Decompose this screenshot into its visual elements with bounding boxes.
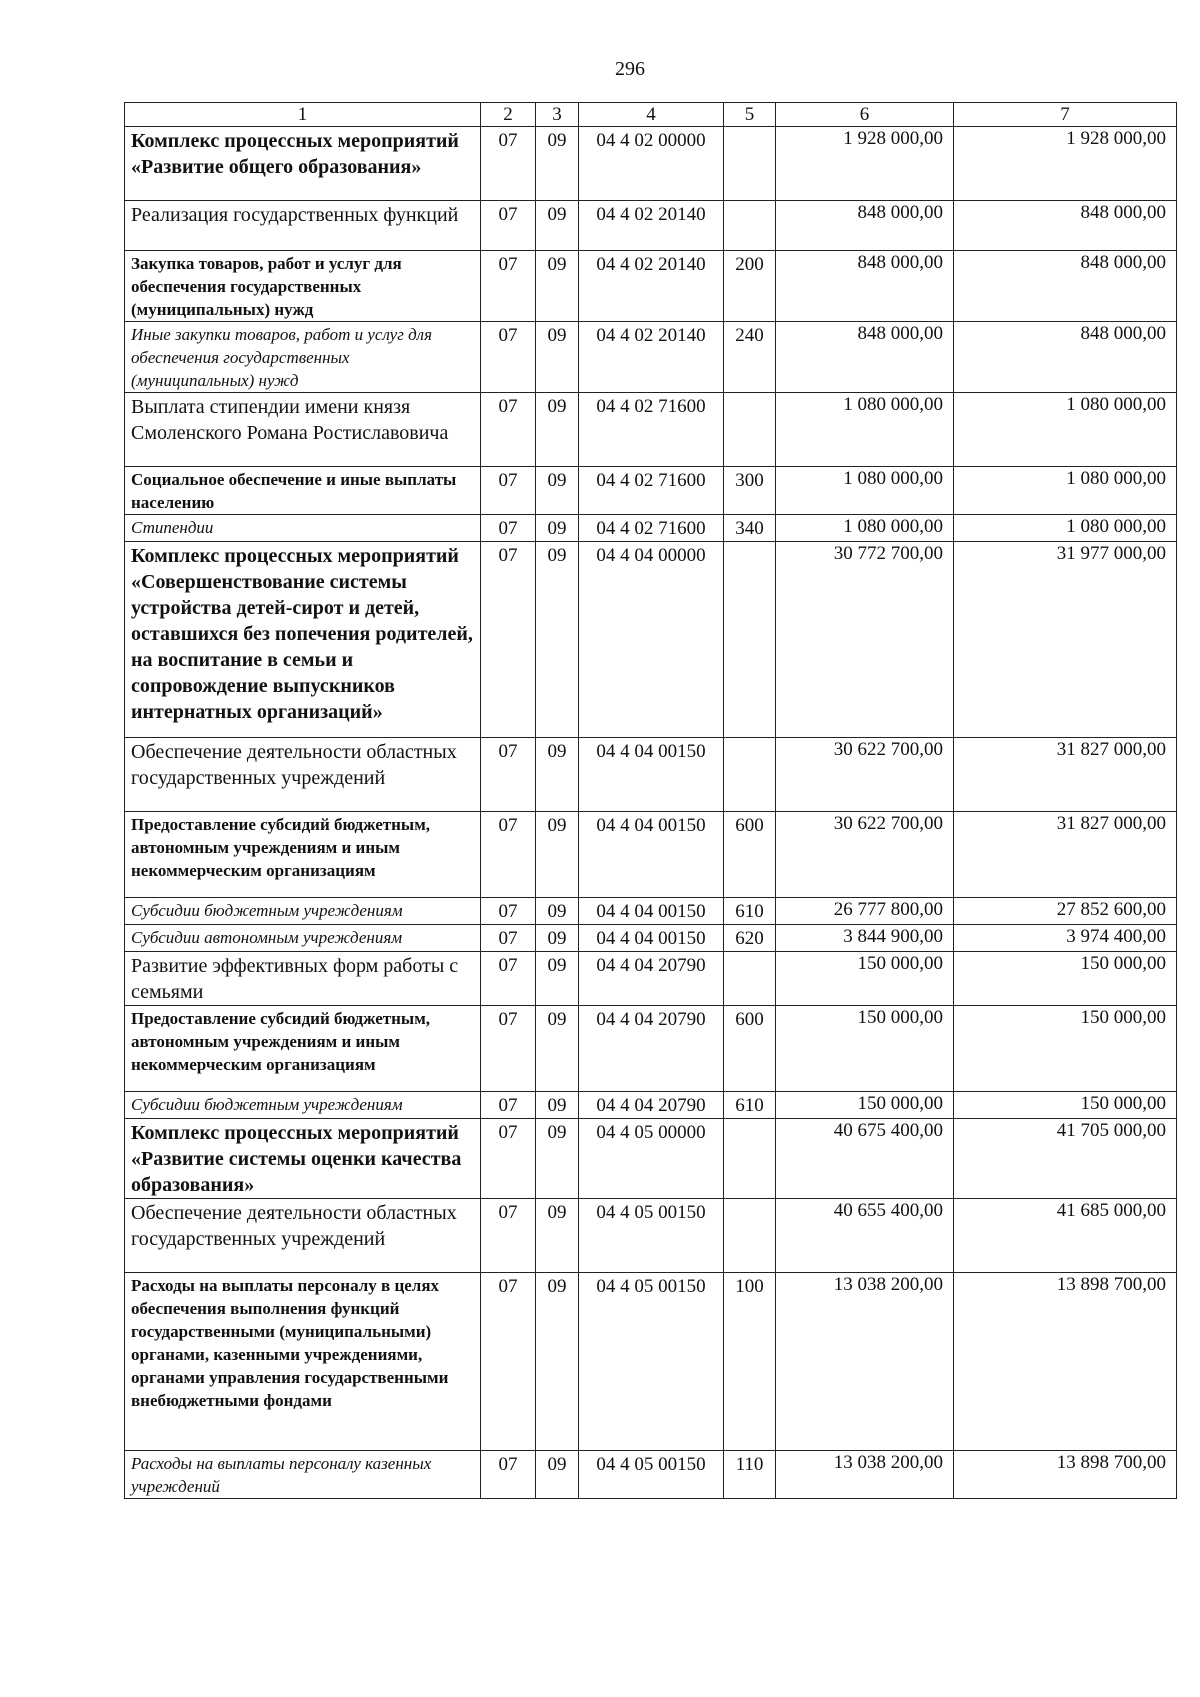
row-name: Комплекс процессных мероприятий «Развитие общего образования» (125, 127, 481, 201)
section-code: 07 (481, 467, 536, 515)
expense-type-code (724, 1199, 776, 1273)
subsection-code: 09 (536, 952, 579, 1006)
subsection-code: 09 (536, 898, 579, 925)
section-code: 07 (481, 393, 536, 467)
amount-year-2: 31 827 000,00 (954, 812, 1177, 898)
amount-year-1: 40 655 400,00 (776, 1199, 954, 1273)
expense-type-code: 620 (724, 925, 776, 952)
expense-type-code (724, 393, 776, 467)
amount-year-2: 41 705 000,00 (954, 1119, 1177, 1199)
amount-year-2: 848 000,00 (954, 251, 1177, 322)
expense-type-code: 600 (724, 812, 776, 898)
amount-year-1: 1 080 000,00 (776, 467, 954, 515)
row-name: Закупка товаров, работ и услуг для обеспечения государственных (муниципальных) нужд (125, 251, 481, 322)
row-name: Социальное обеспечение и иные выплаты населению (125, 467, 481, 515)
target-item-code: 04 4 04 20790 (579, 1006, 724, 1092)
amount-year-1: 13 038 200,00 (776, 1273, 954, 1451)
amount-year-2: 150 000,00 (954, 1092, 1177, 1119)
target-item-code: 04 4 04 20790 (579, 1092, 724, 1119)
expense-type-code: 610 (724, 898, 776, 925)
table-row (125, 467, 1177, 515)
row-name: Субсидии бюджетным учреждениям (125, 1092, 481, 1119)
amount-year-2: 848 000,00 (954, 322, 1177, 393)
target-item-code: 04 4 05 00000 (579, 1119, 724, 1199)
target-item-code: 04 4 04 00150 (579, 925, 724, 952)
expense-type-code: 240 (724, 322, 776, 393)
row-name: Комплекс процессных мероприятий «Совершенствование системы устройства детей-сирот и детей, оставшихся без попечения родителей, на воспитание в семьи и сопровождение выпускников интернатных организаций» (125, 542, 481, 738)
section-code: 07 (481, 1273, 536, 1451)
target-item-code: 04 4 04 00150 (579, 738, 724, 812)
expense-type-code (724, 952, 776, 1006)
table-row (125, 1451, 1177, 1499)
expense-type-code (724, 542, 776, 738)
amount-year-1: 1 080 000,00 (776, 393, 954, 467)
amount-year-2: 3 974 400,00 (954, 925, 1177, 952)
section-code: 07 (481, 1199, 536, 1273)
amount-year-1: 150 000,00 (776, 1092, 954, 1119)
expense-type-code (724, 738, 776, 812)
section-code: 07 (481, 322, 536, 393)
amount-year-2: 13 898 700,00 (954, 1273, 1177, 1451)
target-item-code: 04 4 02 71600 (579, 467, 724, 515)
amount-year-2: 1 928 000,00 (954, 127, 1177, 201)
expense-type-code: 610 (724, 1092, 776, 1119)
column-header-3: 3 (536, 103, 579, 127)
table-row (125, 515, 1177, 542)
table-row (125, 1273, 1177, 1451)
amount-year-1: 13 038 200,00 (776, 1451, 954, 1499)
table-row (125, 322, 1177, 393)
section-code: 07 (481, 1092, 536, 1119)
budget-table (124, 102, 1177, 1499)
amount-year-1: 848 000,00 (776, 322, 954, 393)
target-item-code: 04 4 02 20140 (579, 322, 724, 393)
amount-year-2: 150 000,00 (954, 1006, 1177, 1092)
amount-year-1: 848 000,00 (776, 201, 954, 251)
amount-year-1: 3 844 900,00 (776, 925, 954, 952)
section-code: 07 (481, 1006, 536, 1092)
table-row (125, 251, 1177, 322)
target-item-code: 04 4 02 71600 (579, 515, 724, 542)
target-item-code: 04 4 05 00150 (579, 1199, 724, 1273)
table-row (125, 898, 1177, 925)
target-item-code: 04 4 05 00150 (579, 1451, 724, 1499)
row-name: Выплата стипендии имени князя Смоленского Романа Ростиславовича (125, 393, 481, 467)
table-row (125, 542, 1177, 738)
table-row (125, 1199, 1177, 1273)
amount-year-1: 150 000,00 (776, 952, 954, 1006)
expense-type-code (724, 201, 776, 251)
subsection-code: 09 (536, 393, 579, 467)
section-code: 07 (481, 251, 536, 322)
row-name: Расходы на выплаты персоналу казенных учреждений (125, 1451, 481, 1499)
target-item-code: 04 4 02 20140 (579, 251, 724, 322)
subsection-code: 09 (536, 1199, 579, 1273)
row-name: Обеспечение деятельности областных государственных учреждений (125, 738, 481, 812)
column-header-1: 1 (125, 103, 481, 127)
amount-year-1: 150 000,00 (776, 1006, 954, 1092)
subsection-code: 09 (536, 322, 579, 393)
amount-year-1: 848 000,00 (776, 251, 954, 322)
row-name: Иные закупки товаров, работ и услуг для обеспечения государственных (муниципальных) нужд (125, 322, 481, 393)
target-item-code: 04 4 05 00150 (579, 1273, 724, 1451)
amount-year-2: 1 080 000,00 (954, 515, 1177, 542)
amount-year-2: 27 852 600,00 (954, 898, 1177, 925)
subsection-code: 09 (536, 542, 579, 738)
amount-year-2: 848 000,00 (954, 201, 1177, 251)
column-header-2: 2 (481, 103, 536, 127)
section-code: 07 (481, 925, 536, 952)
table-row (125, 1006, 1177, 1092)
table-row (125, 127, 1177, 201)
column-header-4: 4 (579, 103, 724, 127)
row-name: Предоставление субсидий бюджетным, автономным учреждениям и иным некоммерческим организациям (125, 812, 481, 898)
section-code: 07 (481, 127, 536, 201)
expense-type-code: 600 (724, 1006, 776, 1092)
amount-year-1: 30 622 700,00 (776, 738, 954, 812)
section-code: 07 (481, 898, 536, 925)
subsection-code: 09 (536, 1451, 579, 1499)
table-row (125, 738, 1177, 812)
row-name: Обеспечение деятельности областных государственных учреждений (125, 1199, 481, 1273)
section-code: 07 (481, 515, 536, 542)
subsection-code: 09 (536, 1119, 579, 1199)
amount-year-1: 30 622 700,00 (776, 812, 954, 898)
subsection-code: 09 (536, 738, 579, 812)
table-row (125, 1092, 1177, 1119)
amount-year-1: 1 080 000,00 (776, 515, 954, 542)
row-name: Расходы на выплаты персоналу в целях обеспечения выполнения функций государственными (муниципальными) органами, казенными учреждениями, органами управления государственными внебюджетными фондами (125, 1273, 481, 1451)
section-code: 07 (481, 952, 536, 1006)
amount-year-2: 31 977 000,00 (954, 542, 1177, 738)
target-item-code: 04 4 02 00000 (579, 127, 724, 201)
column-header-7: 7 (954, 103, 1177, 127)
table-body (125, 103, 1177, 1499)
expense-type-code: 300 (724, 467, 776, 515)
amount-year-1: 26 777 800,00 (776, 898, 954, 925)
page-number: 296 (615, 58, 645, 80)
expense-type-code (724, 127, 776, 201)
amount-year-1: 30 772 700,00 (776, 542, 954, 738)
amount-year-2: 13 898 700,00 (954, 1451, 1177, 1499)
subsection-code: 09 (536, 251, 579, 322)
subsection-code: 09 (536, 127, 579, 201)
section-code: 07 (481, 1119, 536, 1199)
amount-year-1: 1 928 000,00 (776, 127, 954, 201)
section-code: 07 (481, 542, 536, 738)
column-header-6: 6 (776, 103, 954, 127)
expense-type-code: 200 (724, 251, 776, 322)
table-header-row (125, 103, 1177, 127)
table-row (125, 925, 1177, 952)
subsection-code: 09 (536, 515, 579, 542)
amount-year-2: 1 080 000,00 (954, 393, 1177, 467)
table-row (125, 812, 1177, 898)
amount-year-2: 1 080 000,00 (954, 467, 1177, 515)
subsection-code: 09 (536, 1006, 579, 1092)
amount-year-2: 31 827 000,00 (954, 738, 1177, 812)
row-name: Стипендии (125, 515, 481, 542)
amount-year-2: 150 000,00 (954, 952, 1177, 1006)
column-header-5: 5 (724, 103, 776, 127)
row-name: Развитие эффективных форм работы с семьями (125, 952, 481, 1006)
table-row (125, 952, 1177, 1006)
row-name: Субсидии автономным учреждениям (125, 925, 481, 952)
section-code: 07 (481, 738, 536, 812)
expense-type-code: 110 (724, 1451, 776, 1499)
target-item-code: 04 4 04 00000 (579, 542, 724, 738)
row-name: Субсидии бюджетным учреждениям (125, 898, 481, 925)
amount-year-2: 41 685 000,00 (954, 1199, 1177, 1273)
target-item-code: 04 4 04 20790 (579, 952, 724, 1006)
target-item-code: 04 4 04 00150 (579, 812, 724, 898)
subsection-code: 09 (536, 201, 579, 251)
table-row (125, 393, 1177, 467)
table-row (125, 1119, 1177, 1199)
target-item-code: 04 4 02 20140 (579, 201, 724, 251)
subsection-code: 09 (536, 812, 579, 898)
section-code: 07 (481, 812, 536, 898)
subsection-code: 09 (536, 1273, 579, 1451)
section-code: 07 (481, 201, 536, 251)
expense-type-code (724, 1119, 776, 1199)
row-name: Предоставление субсидий бюджетным, автономным учреждениям и иным некоммерческим организациям (125, 1006, 481, 1092)
row-name: Комплекс процессных мероприятий «Развитие системы оценки качества образования» (125, 1119, 481, 1199)
target-item-code: 04 4 04 00150 (579, 898, 724, 925)
amount-year-1: 40 675 400,00 (776, 1119, 954, 1199)
subsection-code: 09 (536, 467, 579, 515)
expense-type-code: 100 (724, 1273, 776, 1451)
target-item-code: 04 4 02 71600 (579, 393, 724, 467)
section-code: 07 (481, 1451, 536, 1499)
subsection-code: 09 (536, 925, 579, 952)
expense-type-code: 340 (724, 515, 776, 542)
subsection-code: 09 (536, 1092, 579, 1119)
row-name: Реализация государственных функций (125, 201, 481, 251)
table-row (125, 201, 1177, 251)
